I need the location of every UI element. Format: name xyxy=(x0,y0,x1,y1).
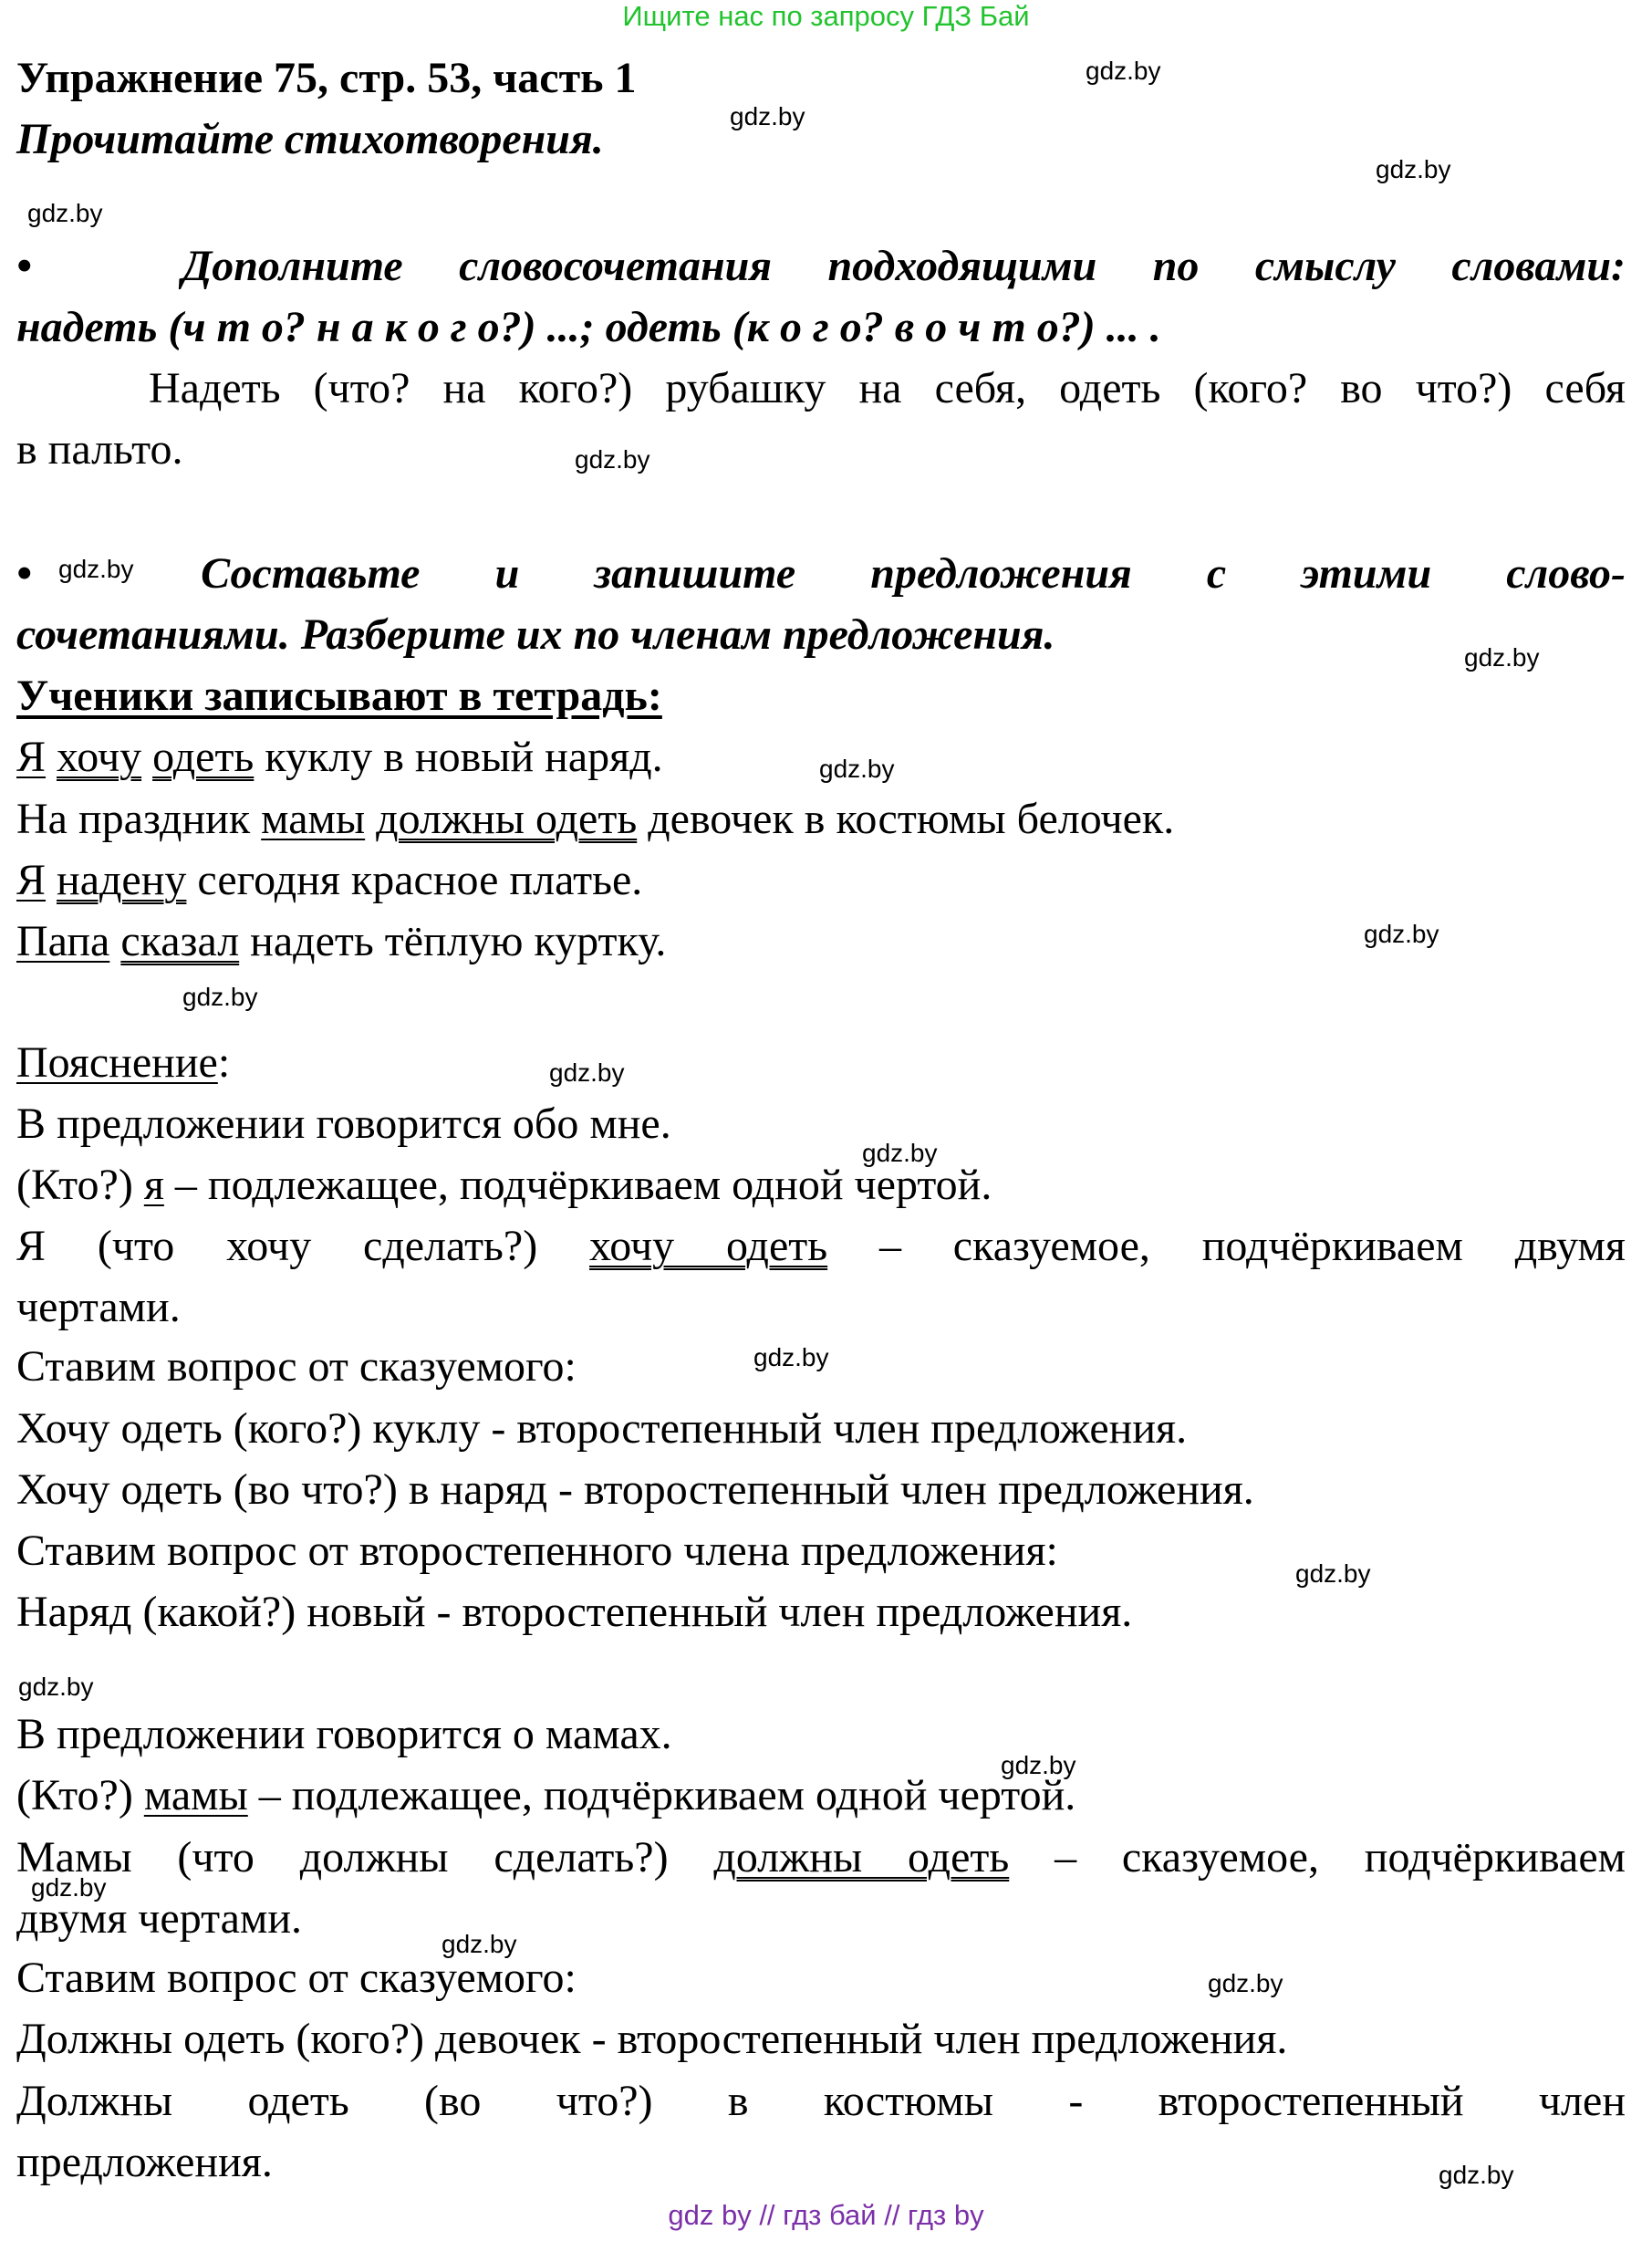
watermark: gdz.by xyxy=(1001,1751,1076,1779)
watermark: gdz.by xyxy=(27,199,103,227)
underlined-word: мамы xyxy=(143,1771,248,1819)
text-segment: В предложении говорится о мамах. xyxy=(16,1710,672,1758)
text-line xyxy=(16,297,1626,358)
underlined-word: Я xyxy=(16,856,47,904)
text-segment: : xyxy=(217,1038,231,1087)
underlined-word: Ученики записывают в тетрадь: xyxy=(16,672,662,720)
text-segment: Наряд (какой?) новый - второстепенный член предложения. xyxy=(16,1588,1133,1636)
text-segment: В предложении говорится обо мне. xyxy=(16,1100,671,1148)
text-segment: Упражнение 75, стр. 53, часть 1 xyxy=(16,54,637,102)
predicate-underlined: надену xyxy=(57,856,187,904)
text-segment: Прочитайте стихотворения. xyxy=(16,115,604,163)
text-line xyxy=(16,1948,1626,2008)
text-line xyxy=(16,1582,1626,1642)
text-segment: надеть (ч т о? н а к о г о?) ...; одеть (к о г о? в о ч т о?) ... . xyxy=(16,303,1161,351)
predicate-underlined: хочу одеть xyxy=(589,1222,828,1270)
text-segment: куклу в новый наряд. xyxy=(254,733,663,781)
text-line xyxy=(16,420,1626,480)
bullet: • xyxy=(16,549,32,598)
text-segment: (Кто?) xyxy=(16,1771,144,1819)
text-segment: сегодня красное платье. xyxy=(186,856,643,904)
text-segment: предложения. xyxy=(16,2138,273,2186)
watermark: gdz.by xyxy=(442,1930,517,1958)
text-segment: Надеть (что? на кого?) рубашку на себя, одеть (кого? во что?) себя xyxy=(149,364,1626,412)
watermark: gdz.by xyxy=(1295,1559,1371,1588)
text-line xyxy=(16,1399,1626,1459)
text-line xyxy=(16,2009,1626,2069)
underlined-word: Я xyxy=(16,733,47,781)
watermark: gdz.by xyxy=(1086,57,1161,85)
underlined-word: мамы xyxy=(261,795,366,843)
underlined-word: Папа xyxy=(16,917,110,965)
watermark: gdz.by xyxy=(819,755,895,783)
text-line xyxy=(16,2132,1626,2193)
text-line xyxy=(16,1033,1626,1093)
watermark: gdz.by xyxy=(31,1873,107,1902)
text-segment: Мамы (что должны сделать?) xyxy=(16,1833,714,1881)
text-segment: Должны одеть (кого?) девочек - второстепенный член предложения. xyxy=(16,2015,1288,2063)
text-line xyxy=(16,1277,1626,1338)
text-line xyxy=(16,850,1626,911)
text-line xyxy=(16,1094,1626,1154)
text-segment xyxy=(109,917,120,965)
text-segment: девочек в костюмы белочек. xyxy=(637,795,1175,843)
text-line xyxy=(16,1216,1626,1277)
text-segment: Составьте и запишите предложения с этими слово- xyxy=(201,549,1626,598)
text-line xyxy=(16,1704,1626,1765)
text-segment: Хочу одеть (во что?) в наряд - второстепенный член предложения. xyxy=(16,1465,1254,1514)
text-segment: Я (что хочу сделать?) xyxy=(16,1222,590,1270)
watermark: gdz.by xyxy=(1208,1969,1283,1997)
text-segment: – сказуемое, подчёркиваем двумя xyxy=(827,1222,1626,1270)
text-line xyxy=(16,1889,1626,1949)
text-segment: двумя чертами. xyxy=(16,1894,303,1943)
text-segment: Ставим вопрос от сказуемого: xyxy=(16,1954,577,2002)
text-line xyxy=(16,236,1626,297)
watermark: gdz.by xyxy=(58,555,134,583)
search-banner[interactable]: Ищите нас по запросу ГДЗ Бай xyxy=(622,0,1030,32)
predicate-underlined: должны одеть xyxy=(713,1833,1010,1881)
predicate-underlined: сказал xyxy=(120,917,240,965)
predicate-underlined: должны одеть xyxy=(376,795,638,843)
watermark: gdz.by xyxy=(1376,155,1451,183)
text-line xyxy=(16,1828,1626,1888)
underlined-word: я xyxy=(143,1161,164,1209)
text-line xyxy=(16,1521,1626,1581)
text-line xyxy=(16,2071,1626,2132)
text-segment: Хочу одеть (кого?) куклу - второстепенный член предложения. xyxy=(16,1404,1188,1453)
text-segment: Ставим вопрос от сказуемого: xyxy=(16,1342,577,1391)
text-line xyxy=(16,1155,1626,1215)
predicate-underlined: одеть xyxy=(152,733,255,781)
text-segment: На праздник xyxy=(16,795,262,843)
watermark: gdz.by xyxy=(549,1058,625,1087)
bullet: • xyxy=(16,242,32,290)
predicate-underlined: хочу xyxy=(57,733,142,781)
text-segment: в пальто. xyxy=(16,425,183,474)
text-segment: надеть тёплую куртку. xyxy=(239,917,667,965)
text-segment: – сказуемое, подчёркиваем xyxy=(1009,1833,1626,1881)
text-line xyxy=(16,1460,1626,1520)
text-segment: Дополните словосочетания подходящими по смыслу словами: xyxy=(182,242,1626,290)
text-segment: – подлежащее, подчёркиваем одной чертой. xyxy=(247,1771,1076,1819)
watermark: gdz.by xyxy=(1464,643,1540,672)
text-line xyxy=(16,605,1626,665)
watermark: gdz.by xyxy=(753,1343,829,1371)
text-segment: Ставим вопрос от второстепенного члена предложения: xyxy=(16,1527,1058,1575)
watermark: gdz.by xyxy=(1364,920,1439,948)
text-segment xyxy=(46,733,57,781)
text-line xyxy=(16,359,1626,419)
watermark: gdz.by xyxy=(18,1673,94,1701)
text-segment xyxy=(141,733,152,781)
text-line xyxy=(16,1766,1626,1826)
watermark: gdz.by xyxy=(730,102,805,130)
text-segment: сочетаниями. Разберите их по членам предложения. xyxy=(16,610,1055,659)
text-segment xyxy=(46,856,57,904)
text-line xyxy=(16,48,1626,109)
underlined-word: Пояснение xyxy=(16,1038,218,1087)
watermark: gdz.by xyxy=(1439,2161,1514,2189)
text-segment: – подлежащее, подчёркиваем одной чертой. xyxy=(163,1161,992,1209)
watermark: gdz.by xyxy=(862,1139,938,1167)
text-segment: чертами. xyxy=(16,1283,181,1331)
text-line xyxy=(16,789,1626,849)
text-segment: (Кто?) xyxy=(16,1161,144,1209)
footer-links[interactable]: gdz by // гдз бай // гдз by xyxy=(668,2199,984,2231)
text-segment xyxy=(365,795,376,843)
text-line xyxy=(16,544,1626,604)
text-line xyxy=(16,666,1626,726)
watermark: gdz.by xyxy=(575,445,650,474)
text-segment: Должны одеть (во что?) в костюмы - второстепенный член xyxy=(16,2077,1626,2125)
watermark: gdz.by xyxy=(182,983,258,1011)
